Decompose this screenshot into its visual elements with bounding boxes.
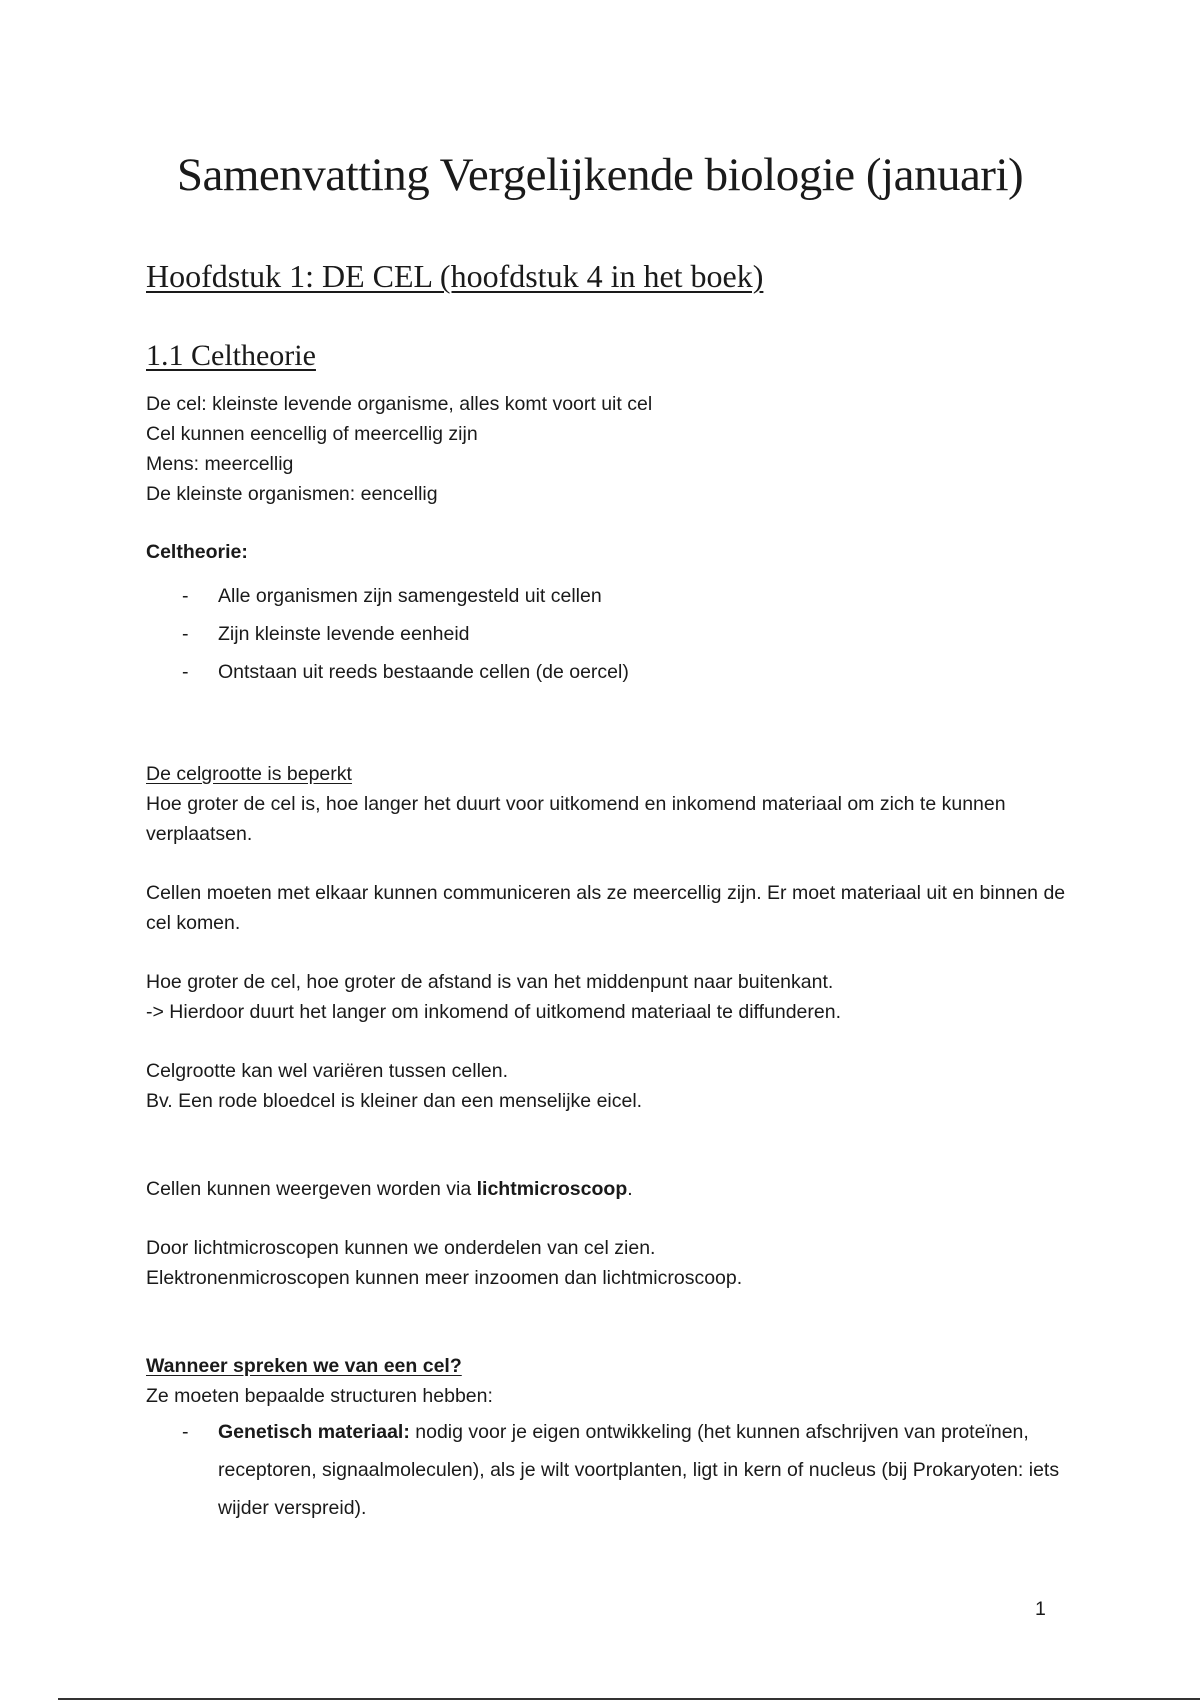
paragraph-block <box>146 1056 1066 1116</box>
document-body <box>146 258 1066 1527</box>
list-item-term: Genetisch materiaal: <box>218 1421 410 1443</box>
microscope-term: lichtmicroscoop <box>476 1178 628 1200</box>
paragraph-line: Bv. Een rode bloedcel is kleiner dan een menselijke eicel. <box>146 1090 643 1112</box>
microscope-line-suffix: . <box>627 1178 633 1200</box>
cell-question-heading: Wanneer spreken we van een cel? <box>146 1355 462 1377</box>
microscope-line-prefix: Cellen kunnen weergeven worden via <box>146 1178 477 1200</box>
paragraph-block <box>146 1233 1066 1293</box>
document-title: Samenvatting Vergelijkende biologie (januari) <box>176 149 1024 201</box>
paragraph-line: Door lichtmicroscopen kunnen we onderdelen van cel zien. <box>146 1237 656 1259</box>
page-number: 1 <box>1035 1598 1046 1620</box>
list-item: - Zijn kleinste levende eenheid <box>146 615 1066 653</box>
list-item <box>146 1413 1066 1527</box>
celtheorie-label: Celtheorie: <box>146 541 248 563</box>
chapter-heading: Hoofdstuk 1: DE CEL (hoofdstuk 4 in het boek) <box>146 258 764 294</box>
paragraph: Cellen moeten met elkaar kunnen communiceren als ze meercellig zijn. Er moet materiaal uit en binnen de cel komen. <box>146 882 1066 934</box>
paragraph-line: -> Hierdoor duurt het langer om inkomend of uitkomend materiaal te diffunderen. <box>146 1001 841 1023</box>
cell-structures-list <box>146 1413 1066 1527</box>
cell-intro: Ze moeten bepaalde structuren hebben: <box>146 1385 493 1407</box>
paragraph: Hoe groter de cel is, hoe langer het duurt voor uitkomend en inkomend materiaal om zich te kunnen verplaatsen. <box>146 793 1006 845</box>
intro-block <box>146 389 1066 509</box>
celtheorie-list <box>146 577 1066 691</box>
intro-line: Cel kunnen eencellig of meercellig zijn <box>146 423 478 445</box>
size-heading: De celgrootte is beperkt <box>146 763 352 785</box>
intro-line: De cel: kleinste levende organisme, alles komt voort uit cel <box>146 393 653 415</box>
paragraph-line: Hoe groter de cel, hoe groter de afstand is van het middenpunt naar buitenkant. <box>146 971 834 993</box>
microscope-line <box>146 1174 1066 1204</box>
section-heading: 1.1 Celtheorie <box>146 339 316 372</box>
list-item: - Ontstaan uit reeds bestaande cellen (de oercel) <box>146 653 1066 691</box>
list-item-text: nodig voor je eigen ontwikkeling (het kunnen afschrijven van proteïnen, receptoren, signaalmoleculen), als je wilt voortplanten, ligt in kern of nucleus (bij Prokaryoten: iets wijder verspreid). <box>218 1421 1060 1519</box>
list-item: - Alle organismen zijn samengesteld uit cellen <box>146 577 1066 615</box>
intro-line: Mens: meercellig <box>146 453 294 475</box>
intro-line: De kleinste organismen: eencellig <box>146 483 438 505</box>
paragraph-line: Celgrootte kan wel variëren tussen cellen. <box>146 1060 509 1082</box>
paragraph-block <box>146 967 1066 1027</box>
paragraph-line: Elektronenmicroscopen kunnen meer inzoomen dan lichtmicroscoop. <box>146 1267 743 1289</box>
